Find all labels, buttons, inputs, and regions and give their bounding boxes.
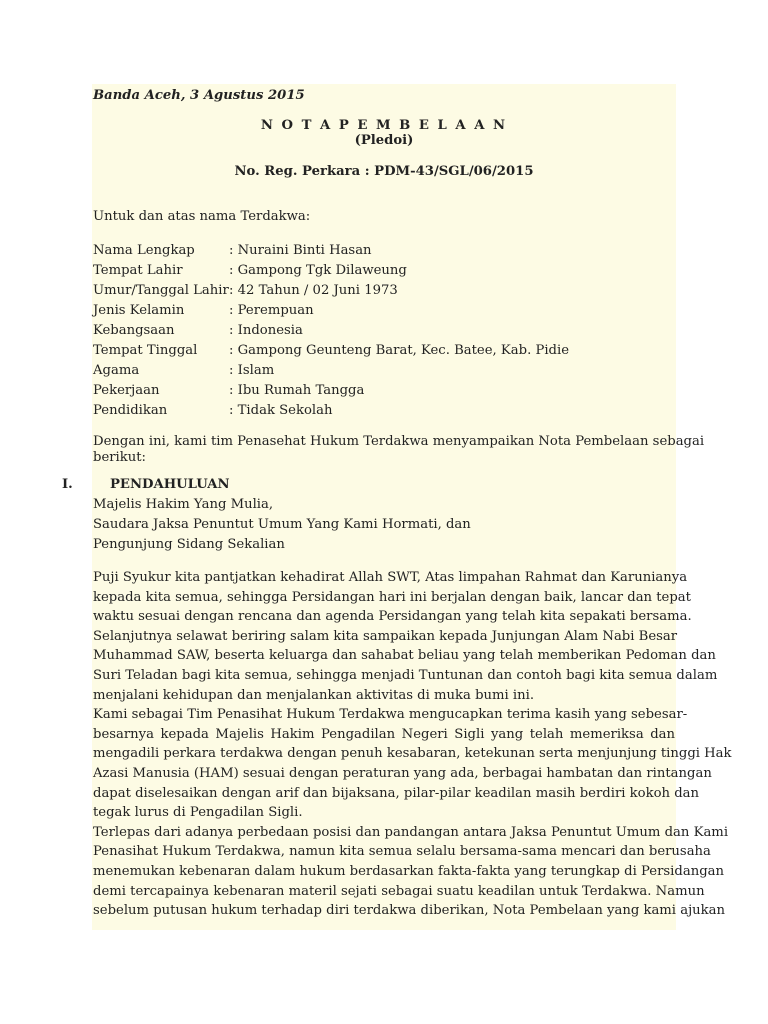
body-line-row [93, 607, 692, 627]
statement-line-2: berikut: [93, 450, 146, 465]
body-line-row [93, 705, 688, 725]
body-line-row [93, 823, 729, 843]
identity-value: : Tidak Sekolah [229, 403, 333, 418]
body-line-row [93, 666, 718, 686]
identity-value: : Islam [229, 363, 275, 378]
identity-label: Kebangsaan [93, 323, 175, 338]
body-line: Penasihat Hukum Terdakwa, namun kita semua selalu bersama-sama mencari dan berusaha [93, 844, 711, 860]
body-line: menjalani kehidupan dan menjalankan aktivitas di muka bumi ini. [93, 687, 535, 703]
identity-value: : Perempuan [229, 303, 314, 318]
identity-label: Tempat Lahir [93, 263, 183, 278]
body-line: Suri Teladan bagi kita semua, sehingga menjadi Tuntunan dan contoh bagi kita semua dalam [93, 668, 718, 683]
body-line: dapat diselesaikan dengan arif dan bijaksana, pilar-pilar keadilan masih berdiri kokoh dan [93, 785, 700, 801]
body-line-row [93, 901, 726, 921]
body-line-row [93, 686, 675, 706]
statement-line-1: Dengan ini, kami tim Penasehat Hukum Terdakwa menyampaikan Nota Pembelaan sebagai [93, 434, 705, 449]
identity-value: : Gampong Tgk Dilaweung [229, 263, 407, 278]
statement-line [93, 432, 705, 468]
body-line-row [93, 862, 724, 882]
case-registration-number: No. Reg. Perkara : PDM-43/SGL/06/2015 [234, 164, 534, 179]
intro-text: Untuk dan atas nama Terdakwa: [93, 209, 311, 224]
body-line-row [93, 646, 716, 666]
identity-value: : Nuraini Binti Hasan [229, 243, 372, 258]
document-title: N O T A P E M B E L A A N [260, 118, 508, 133]
identity-value: : Indonesia [229, 323, 303, 338]
body-line-row [93, 803, 675, 823]
section-number: I. [62, 477, 73, 492]
body-line: sebelum putusan hukum terhadap diri terdakwa diberikan, Nota Pembelaan yang kami ajukan [93, 903, 726, 919]
identity-label: Nama Lengkap [93, 243, 195, 258]
identity-label: Pekerjaan [93, 383, 160, 398]
place-date: Banda Aceh, 3 Agustus 2015 [93, 88, 305, 103]
body-line-row [93, 882, 705, 902]
body-line: Kami sebagai Tim Penasihat Hukum Terdakwa mengucapkan terima kasih yang sebesar- [93, 707, 688, 723]
body-line-row [93, 764, 712, 784]
body-line-row [93, 568, 688, 588]
body-line-row [93, 725, 675, 745]
body-line: besarnya kepada Majelis Hakim Pengadilan Negeri Sigli yang telah memeriksa dan [93, 726, 675, 742]
identity-label: Pendidikan [93, 403, 168, 418]
body-line: Selanjutnya selawat beriring salam kita sampaikan kepada Junjungan Alam Nabi Besar [93, 628, 678, 644]
body-line: tegak lurus di Pengadilan Sigli. [93, 805, 303, 821]
document-subtitle: (Pledoi) [354, 133, 414, 148]
identity-label: Agama [93, 363, 140, 378]
body-line: Terlepas dari adanya perbedaan posisi dan pandangan antara Jaksa Penuntut Umum dan Kami [93, 824, 729, 840]
body-line: waktu sesuai dengan rencana dan agenda Persidangan yang telah kita sepakati bersama. [93, 609, 692, 625]
identity-label: Umur/Tanggal Lahir [93, 283, 229, 298]
body-line-row [93, 784, 700, 804]
body-line: demi tercapainya kebenaran materil sejati sebagai suatu keadilan untuk Terdakwa. Namun [93, 883, 705, 899]
identity-value: : 42 Tahun / 02 Juni 1973 [229, 283, 398, 298]
section-heading: PENDAHULUAN [110, 477, 230, 492]
identity-label: Tempat Tinggal [93, 343, 198, 358]
body-line-row [93, 588, 691, 608]
body-line: kepada kita semua, sehingga Persidangan hari ini berjalan dengan baik, lancar dan tepat [93, 589, 691, 605]
body-line-row [93, 744, 732, 764]
salutation-1: Majelis Hakim Yang Mulia, [93, 497, 274, 512]
salutation-3: Pengunjung Sidang Sekalian [93, 537, 285, 552]
body-line-row [93, 842, 711, 862]
salutation-2: Saudara Jaksa Penuntut Umum Yang Kami Hormati, dan [93, 517, 471, 532]
body-line: Azasi Manusia (HAM) sesuai dengan peraturan yang ada, berbagai hambatan dan rintangan [93, 766, 712, 781]
body-line: Muhammad SAW, beserta keluarga dan sahabat beliau yang telah memberikan Pedoman dan [93, 648, 716, 664]
body-line: mengadili perkara terdakwa dengan penuh kesabaran, ketekunan serta menjunjung tinggi Hak [93, 746, 732, 762]
body-line-row [93, 627, 678, 647]
identity-label: Jenis Kelamin [93, 303, 185, 318]
body-line: Puji Syukur kita pantjatkan kehadirat Allah SWT, Atas limpahan Rahmat dan Karunianya [93, 570, 688, 585]
identity-value: : Gampong Geunteng Barat, Kec. Batee, Kab. Pidie [229, 343, 570, 358]
identity-value: : Ibu Rumah Tangga [229, 383, 365, 398]
body-line: menemukan kebenaran dalam hukum berdasarkan fakta-fakta yang terungkap di Persidangan [93, 864, 724, 879]
